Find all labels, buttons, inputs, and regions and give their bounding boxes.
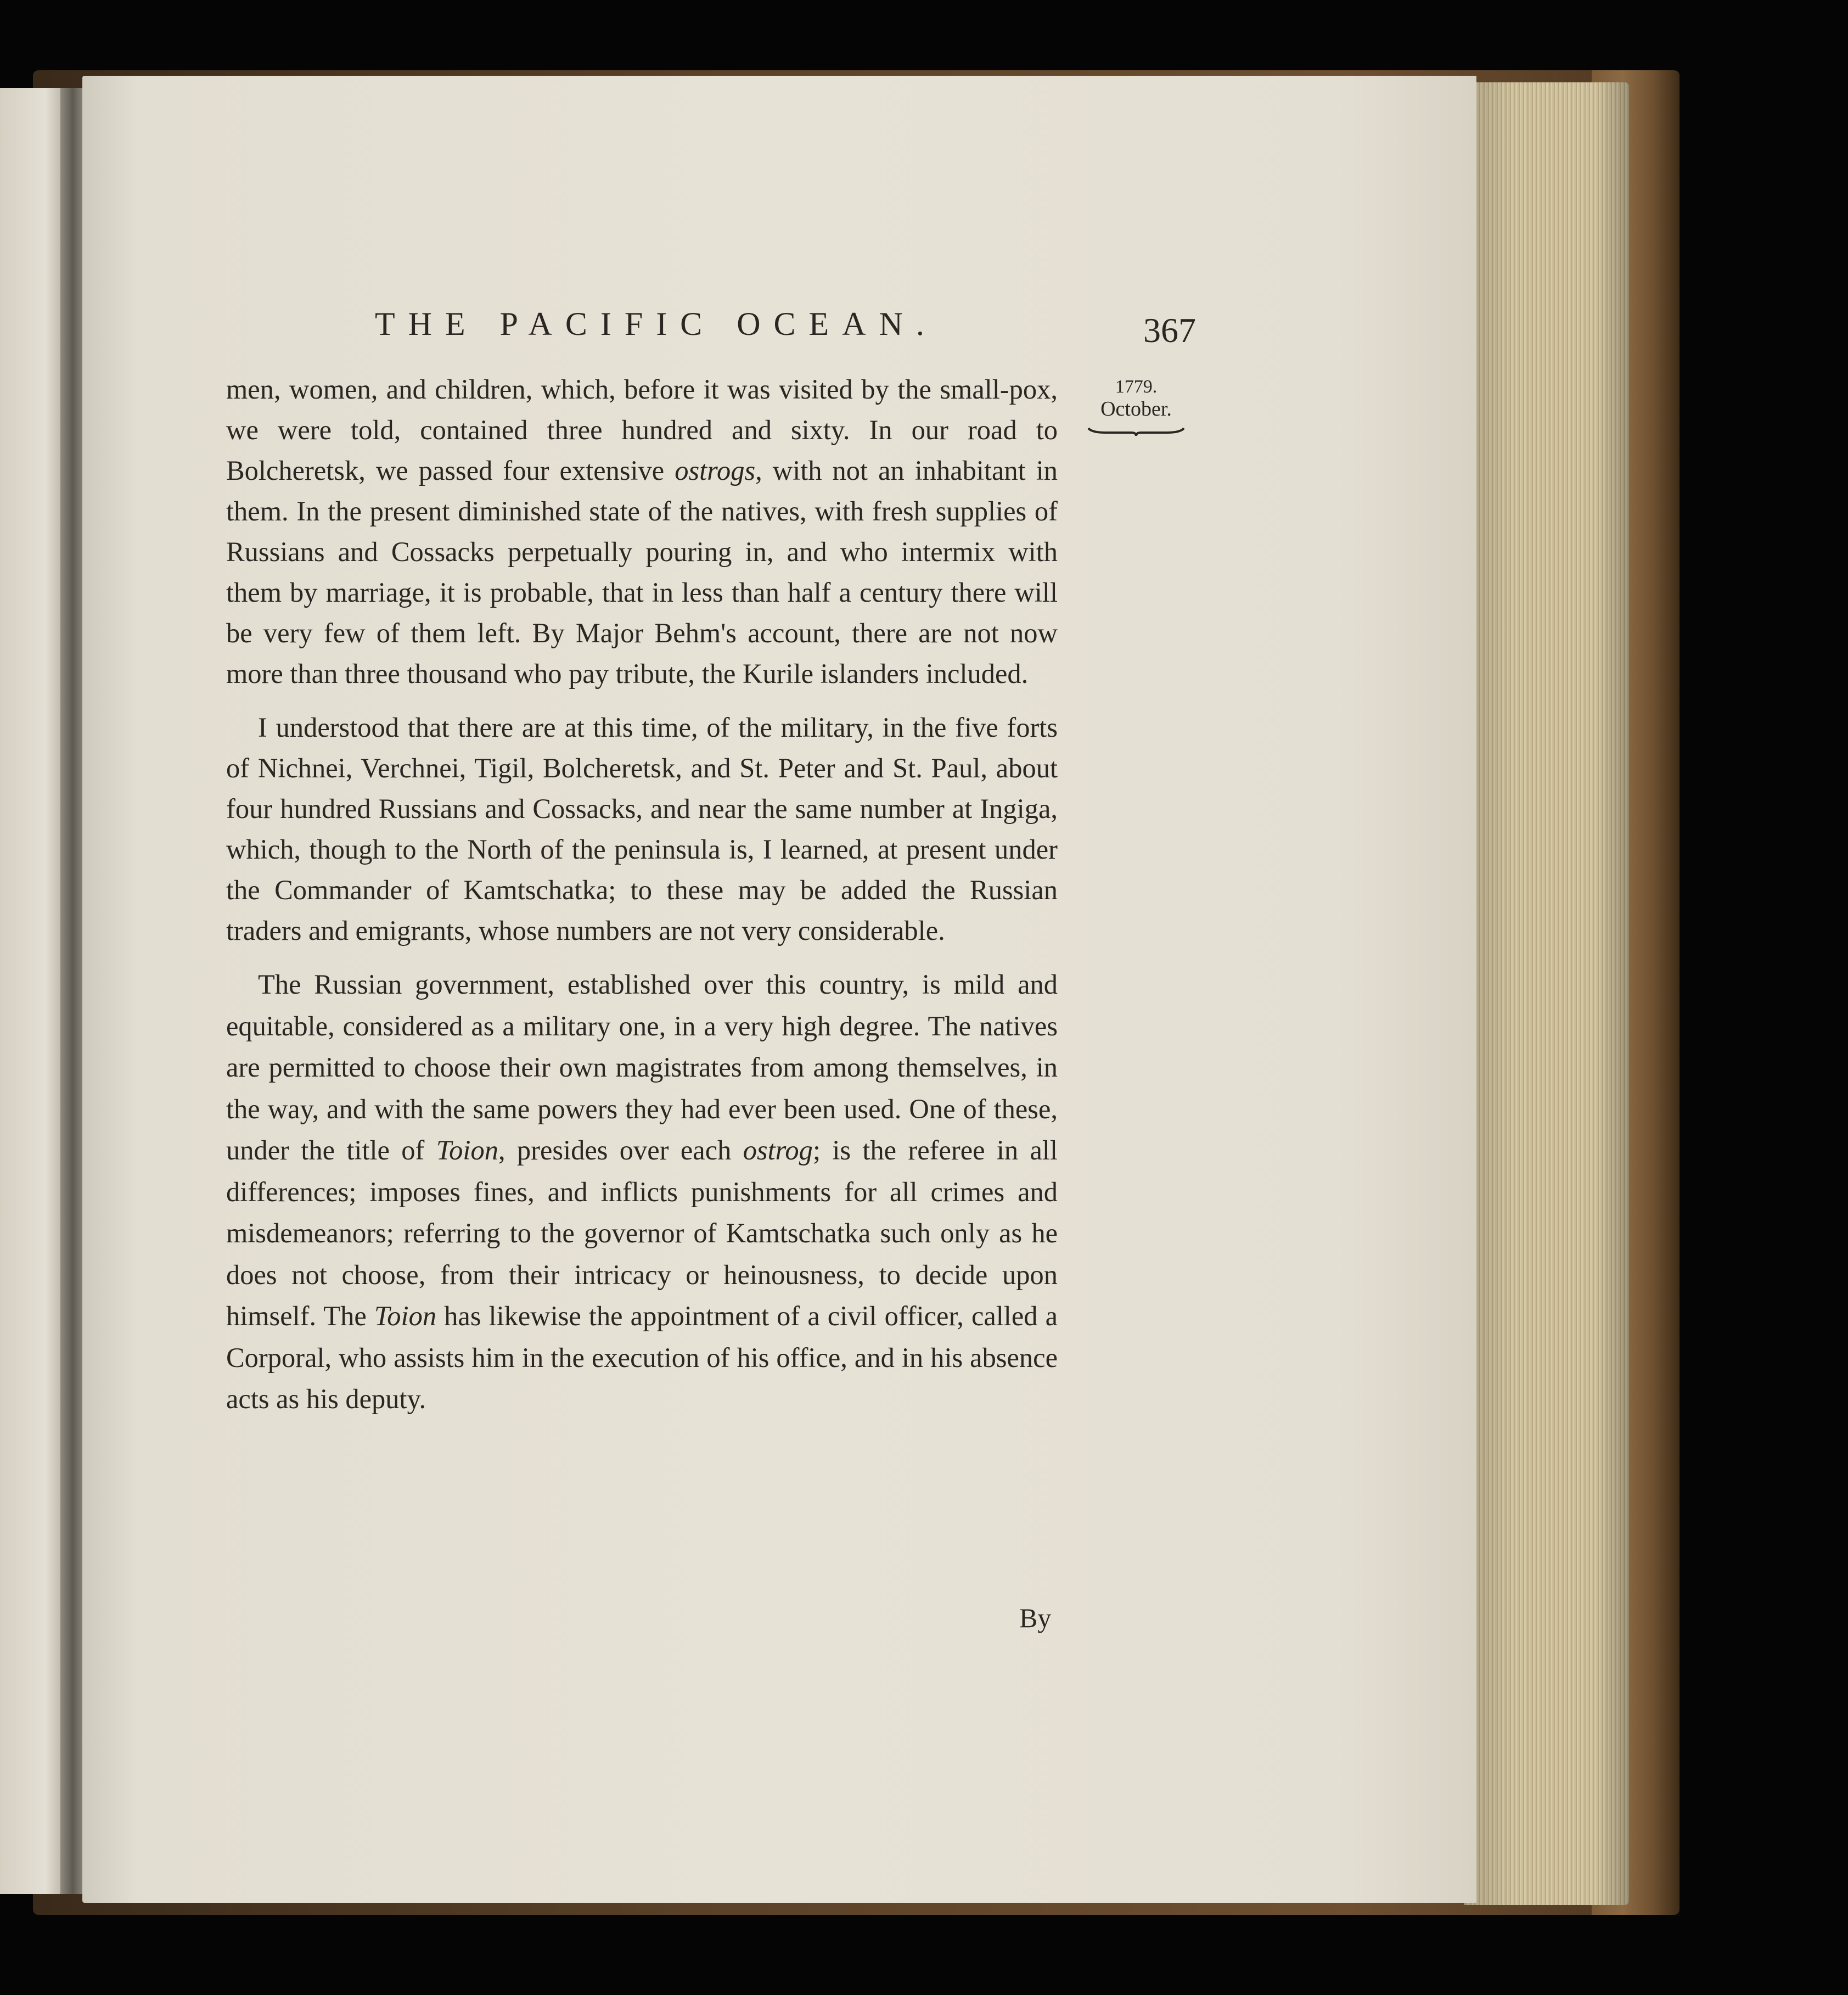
margin-brace-icon [1084, 425, 1188, 437]
running-head: THE PACIFIC OCEAN. [375, 306, 937, 342]
margin-note-year: 1779. [1115, 377, 1158, 397]
paragraph-2-text: I understood that there are at this time, of the military, in the five forts of Nichnei, Verchnei, Tigil, Bolcheretsk, and St. Peter and St. Paul, about four hundred Russians and Cossacks, and near the same number at Ingiga, which, though to the North of the peninsula is, I learned, at present under the Commander of Kamtschatka; to these may be added the Russian traders and emigrants, whose numbers are not very considerable. [226, 712, 1058, 946]
page-number: 367 [1143, 311, 1196, 350]
paragraph-3-part-1: The Russian government, established over this country, is mild and equitable, considered as a military one, in a very high degree. The natives are permitted to choose their own magistrates from among themselves, in the way, and with the same powers they had ever been used. One of these, under the title of [226, 969, 1058, 1165]
body-text [226, 369, 1058, 1420]
paragraph-3-part-4: has likewise the appointment of a civil officer, called a Corporal, who assists him in the execution of his office, and in his absence acts as his deputy. [226, 1301, 1058, 1414]
paragraph-3-part-3: ; is the referee in all differences; imposes fines, and inflicts punishments for all crimes and misdemeanors; referring to the governor of Kamtschatka such only as he does not choose, from their intricacy or heinousness, to decide upon himself. The [226, 1135, 1058, 1331]
catchword: By [1019, 1602, 1052, 1633]
paragraph-2 [226, 707, 1058, 951]
paragraph-3 [226, 964, 1058, 1420]
paragraph-1-part-2: , with not an inhabitant in them. In the present diminished state of the natives, with fresh supplies of Russians and Cossacks perpetually pouring in, and who intermix with them by marriage, it is probable, that in less than half a century there will be very few of them left. By Major Behm's account, there are not now more than three thousand who pay tribute, the Kurile islanders included. [226, 455, 1058, 689]
paragraph-1-part-1: men, women, and children, which, before it was visited by the small-pox, we were told, contained three hundred and sixty. In our road to Bolcheretsk, we passed four extensive [226, 374, 1058, 486]
paragraph-3-italic-toion-2: Toion [374, 1301, 437, 1331]
paragraph-3-italic-ostrog: ostrog [743, 1135, 813, 1165]
page-block-shading [1464, 82, 1629, 1905]
margin-note-month: October. [1100, 397, 1172, 421]
paragraph-3-italic-toion: Toion [436, 1135, 498, 1165]
facing-page [0, 88, 65, 1894]
paragraph-1 [226, 369, 1058, 694]
paragraph-3-part-2: , presides over each [498, 1135, 743, 1165]
margin-note [1084, 378, 1188, 437]
paragraph-1-italic-ostrogs: ostrogs [675, 455, 756, 486]
